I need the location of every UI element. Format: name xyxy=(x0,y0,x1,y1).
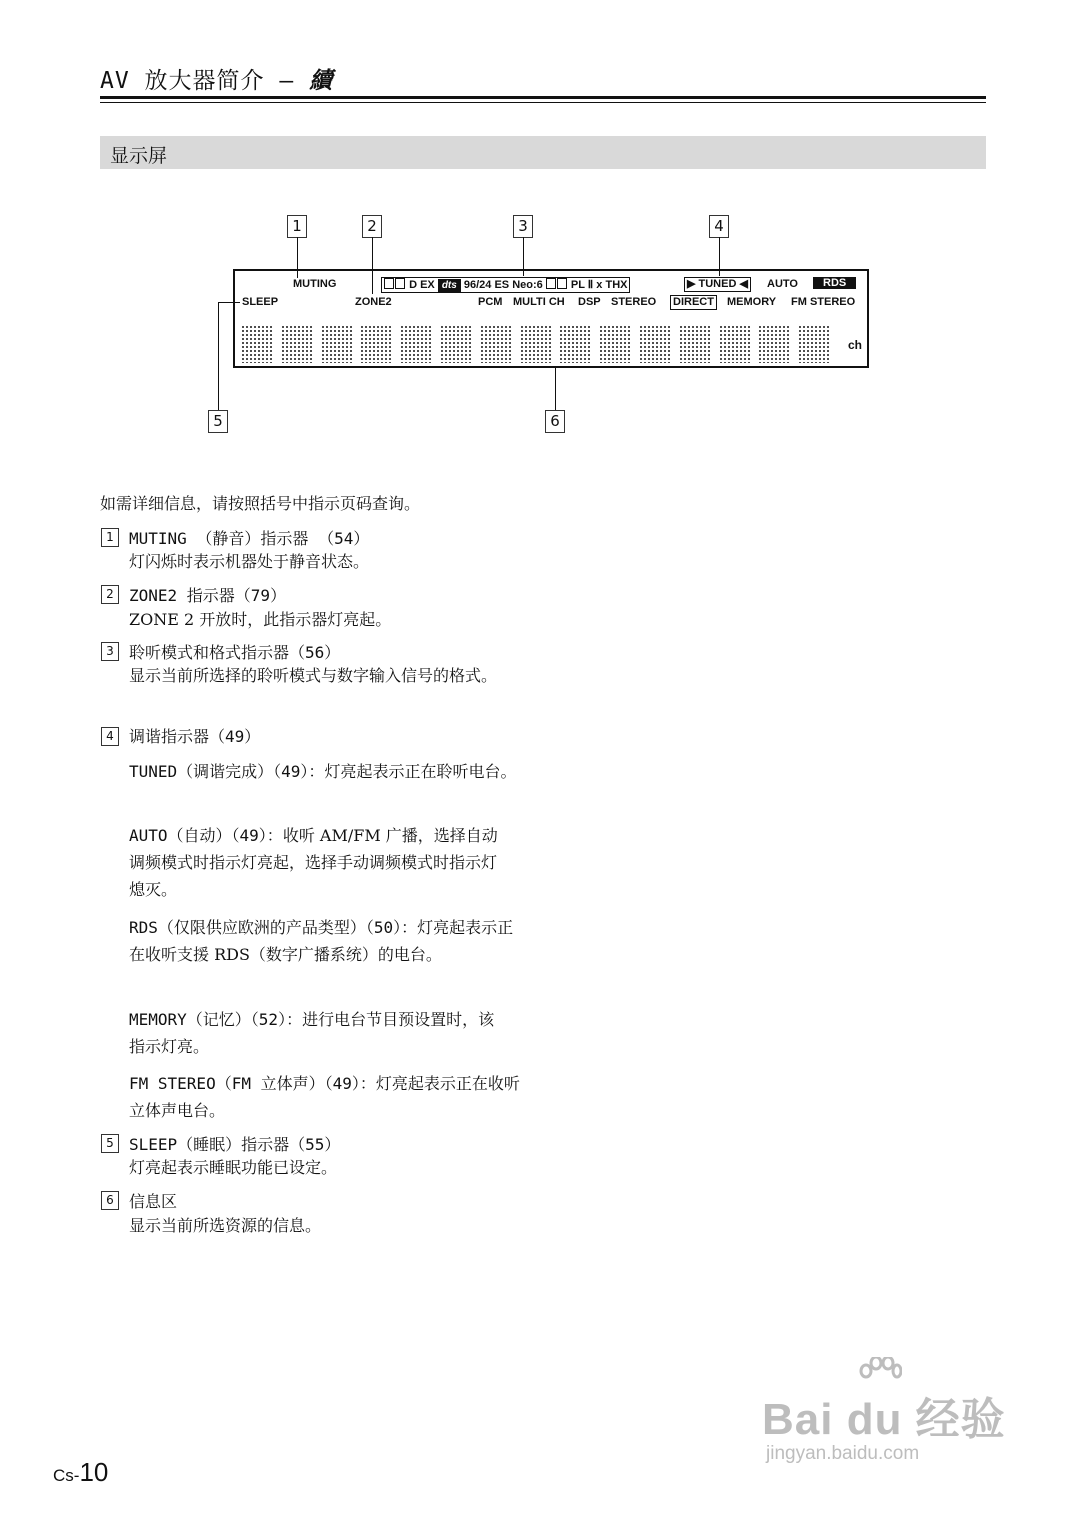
dolby-pl-icon xyxy=(546,278,556,289)
intro-text: 如需详细信息，请按照括号中指示页码查询。 xyxy=(100,494,421,513)
tuner-sub-tuned xyxy=(129,758,524,785)
dolby-digital-icon xyxy=(384,278,394,289)
page-number xyxy=(53,1457,108,1488)
tuner-sub-rds-keyword: RDS（仅限供应欧洲的产品类型）（50）： xyxy=(129,918,418,937)
page-number-prefix: Cs- xyxy=(53,1466,80,1485)
dot-matrix-digit xyxy=(480,325,513,363)
dot-matrix-digit xyxy=(520,325,553,363)
dolby-pl-icon-2 xyxy=(557,278,567,289)
plx-indicator: PL Ⅱ x xyxy=(570,279,603,291)
item-number-4: 4 xyxy=(101,727,119,746)
item-title-tuning: 调谐指示器（49） xyxy=(129,727,261,746)
callout-5: 5 xyxy=(208,410,228,433)
dot-matrix-digit xyxy=(360,325,393,363)
item-title-sleep: SLEEP（睡眠）指示器（55） xyxy=(129,1135,341,1154)
item-title-listening-mode: 聆听模式和格式指示器（56） xyxy=(129,643,341,662)
tuner-sub-memory-text: 进行电台节目预设置时，该指示灯亮。 xyxy=(129,1010,495,1056)
dot-matrix-digit xyxy=(241,325,274,363)
item-number-6: 6 xyxy=(101,1191,119,1210)
item-desc-listening-mode: 显示当前所选择的聆听模式与数字输入信号的格式。 xyxy=(129,666,498,685)
item-desc-sleep: 灯亮起表示睡眠功能已设定。 xyxy=(129,1158,338,1177)
dts-logo-icon: dts xyxy=(438,279,461,292)
item-title-zone2: ZONE2 指示器（79） xyxy=(129,586,287,605)
tuner-sub-memory-keyword: MEMORY（记忆）（52）： xyxy=(129,1010,303,1029)
tuner-sub-memory xyxy=(129,1006,499,1060)
direct-indicator: DIRECT xyxy=(670,295,717,310)
header-rule-thick xyxy=(100,96,986,99)
section-heading-bar xyxy=(100,136,986,169)
watermark-sub-text: jingyan.baidu.com xyxy=(766,1443,920,1464)
neo6-indicator: Neo:6 xyxy=(512,279,543,291)
auto-indicator: AUTO xyxy=(767,278,798,290)
tuner-sub-rds-text: 灯亮起表示正在收听支援 RDS（数字广播系统）的电台。 xyxy=(129,918,514,964)
dot-matrix-digit xyxy=(400,325,433,363)
item-number-3: 3 xyxy=(101,642,119,661)
fmstereo-indicator: FM STEREO xyxy=(791,296,856,308)
tuner-sub-fmstereo-keyword: FM STEREO（FM 立体声）（49）： xyxy=(129,1074,376,1093)
stereo-indicator: STEREO xyxy=(611,296,657,308)
dot-matrix-digit xyxy=(758,325,791,363)
dot-matrix-digit xyxy=(281,325,314,363)
section-title: 显示屏 xyxy=(110,145,168,167)
memory-indicator: MEMORY xyxy=(727,296,777,308)
item-desc-info-area: 显示当前所选资源的信息。 xyxy=(129,1216,322,1235)
dot-matrix-digit xyxy=(559,325,592,363)
format-indicator-row xyxy=(381,277,630,293)
header-title-suffix: 續 xyxy=(309,68,334,94)
item-desc-zone2: ZONE 2 开放时，此指示器灯亮起。 xyxy=(129,610,392,629)
callout-6: 6 xyxy=(545,410,565,433)
watermark-main-text: Bai du 经验 xyxy=(762,1395,1006,1444)
leader-line-5 xyxy=(218,302,219,410)
callout-4: 4 xyxy=(709,215,729,238)
page-header-title xyxy=(100,62,333,95)
es9624-indicator: 96/24 ES xyxy=(463,279,510,291)
pcm-indicator: PCM xyxy=(478,296,503,308)
display-panel xyxy=(233,269,869,368)
tuner-sub-auto xyxy=(129,822,511,903)
item-title-muting: MUTING （静音）指示器 （54） xyxy=(129,529,370,548)
callout-3: 3 xyxy=(513,215,533,238)
dot-matrix-digit xyxy=(679,325,712,363)
callout-1: 1 xyxy=(287,215,307,238)
header-rule-thin xyxy=(100,102,986,103)
item-number-5: 5 xyxy=(101,1134,119,1153)
ch-indicator: ch xyxy=(848,338,863,352)
muting-indicator: MUTING xyxy=(293,278,337,290)
dolby-digital-icon-2 xyxy=(395,278,405,289)
dot-matrix-digit xyxy=(321,325,354,363)
baidu-jingyan-watermark xyxy=(762,1355,1012,1475)
item-title-info-area: 信息区 xyxy=(129,1192,178,1211)
thx-indicator: THX xyxy=(605,279,628,291)
tuner-sub-fmstereo-text: 灯亮起表示正在收听立体声电台。 xyxy=(129,1074,520,1120)
tuner-sub-fmstereo xyxy=(129,1070,524,1124)
dex-indicator: D EX xyxy=(409,279,435,291)
tuner-sub-tuned-keyword: TUNED（调谐完成）（49）： xyxy=(129,762,325,781)
zone2-indicator: ZONE2 xyxy=(355,296,392,308)
tuner-sub-rds xyxy=(129,914,519,968)
item-number-2: 2 xyxy=(101,585,119,604)
rds-indicator: RDS xyxy=(813,277,856,289)
tuned-indicator: ▶ TUNED ◀ xyxy=(684,277,751,292)
item-desc-muting: 灯闪烁时表示机器处于静音状态。 xyxy=(129,552,370,571)
dot-matrix-digit xyxy=(440,325,473,363)
dsp-indicator: DSP xyxy=(578,296,601,308)
tuner-sub-auto-keyword: AUTO（自动）（49）： xyxy=(129,826,283,845)
item-number-1: 1 xyxy=(101,528,119,547)
dot-matrix-digit xyxy=(719,325,752,363)
multich-indicator: MULTI CH xyxy=(513,296,565,308)
callout-2: 2 xyxy=(362,215,382,238)
dot-matrix-digit xyxy=(599,325,632,363)
sleep-indicator: SLEEP xyxy=(242,296,279,308)
tuner-sub-auto-text: 收听 AM/FM 广播，选择自动调频模式时指示灯亮起，选择手动调频模式时指示灯熄灭。 xyxy=(129,826,498,899)
dot-matrix-digit xyxy=(639,325,672,363)
leader-line-6 xyxy=(555,366,556,410)
dot-matrix-digit xyxy=(798,325,831,363)
information-area xyxy=(241,325,831,363)
header-title-main: AV 放大器简介 – xyxy=(100,68,295,94)
tuner-sub-tuned-text: 灯亮起表示正在聆听电台。 xyxy=(324,762,517,781)
page-number-value: 10 xyxy=(79,1457,109,1487)
